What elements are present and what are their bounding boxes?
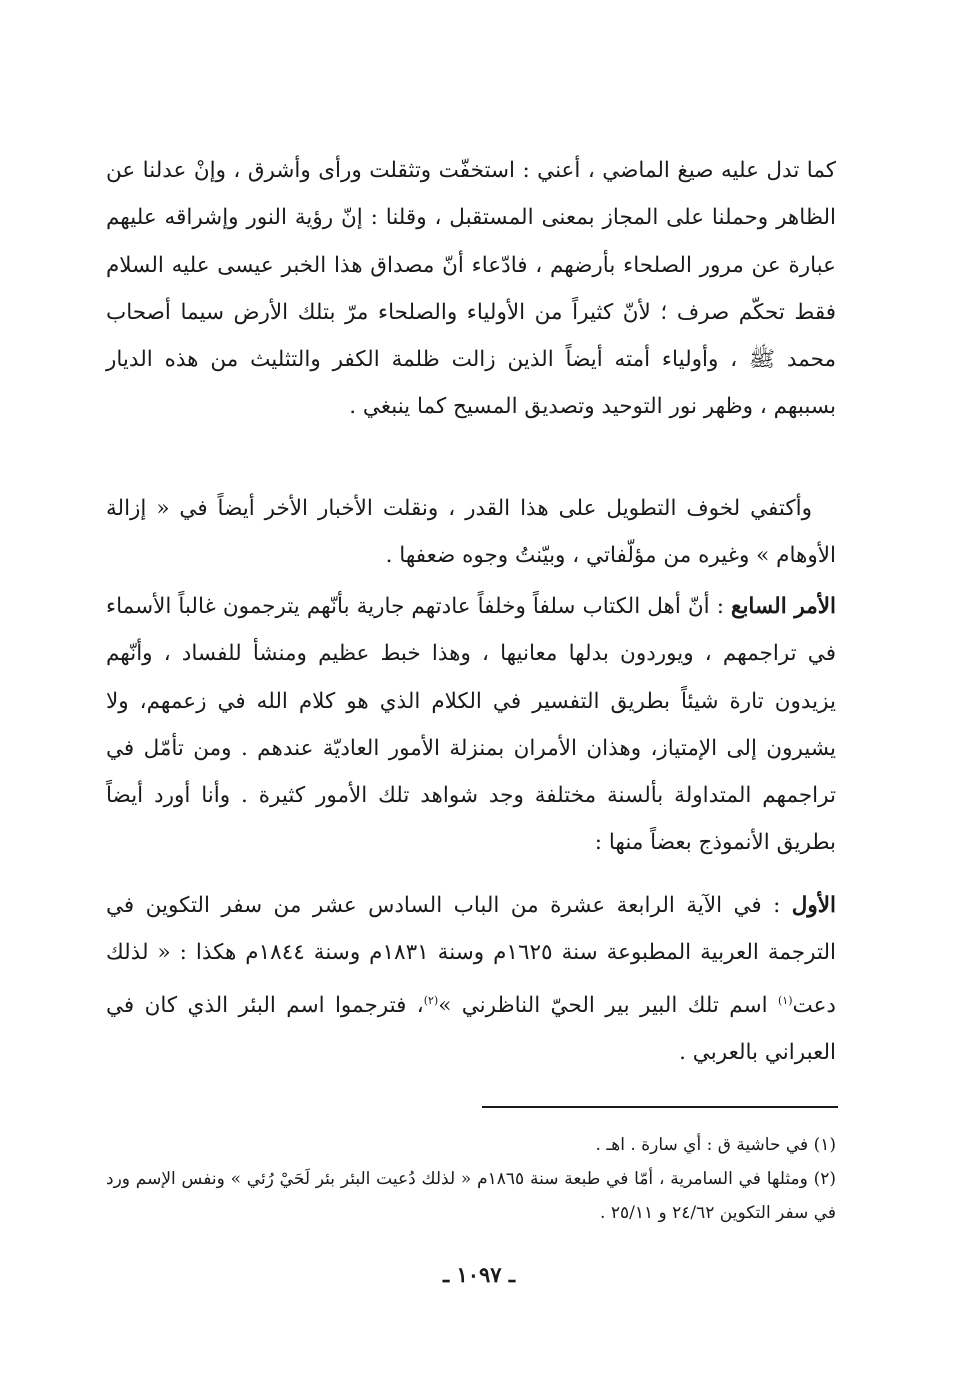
- page-number: ـ ١٠٩٧ ـ: [442, 1262, 516, 1287]
- footnotes-block: [106, 1128, 836, 1230]
- section-heading-first: الأول: [791, 893, 836, 918]
- main-text-block: [106, 485, 836, 580]
- footnote-divider: [482, 1106, 838, 1108]
- paragraph-4-body-c: ، فترجموا اسم البئر الذي كان في العبراني بالعربي .: [106, 992, 836, 1066]
- paragraph-3: [106, 583, 836, 867]
- paragraph-4-body-b: اسم تلك البير بير الحيّ الناظرني »: [438, 992, 778, 1018]
- main-text-block: [106, 147, 836, 431]
- footnote-2: (٢) ومثلها في السامرية ، أمّا في طبعة سنة ١٨٦٥م « لذلك دُعيت البئر بئر لَحَيْ رُئي » ونفس الإسم ورد في سفر التكوين ٢٤/٦٢ و ٢٥/١١ .: [106, 1169, 836, 1223]
- main-text-block: [106, 583, 836, 867]
- footnote-ref-1[interactable]: (١): [777, 993, 793, 1007]
- paragraph-2: وأكتفي لخوف التطويل على هذا القدر ، ونقلت الأخبار الأخر أيضاً في « إزالة الأوهام » وغيره من مؤلّفاتي ، وبيّنتُ وجوه ضعفها .: [106, 496, 836, 569]
- footnote-1: (١) في حاشية ق : أي سارة . اهـ .: [595, 1135, 836, 1155]
- main-text-block: [106, 882, 836, 1076]
- footnote-ref-2[interactable]: (٢): [423, 993, 439, 1007]
- paragraph-4-body-a: : في الآية الرابعة عشرة من الباب السادس عشر من سفر التكوين في الترجمة العربية المطبوعة سنة ١٦٢٥م وسنة ١٨٣١م وسنة ١٨٤٤م هكذا : « لذلك دعت: [106, 893, 836, 1018]
- section-heading-seventh-matter: الأمر السابع: [731, 594, 836, 619]
- paragraph-4: [106, 882, 836, 1076]
- paragraph-1: كما تدل عليه صيغ الماضي ، أعني : استخفّت وتثقلت ورأى وأشرق ، وإنْ عدلنا عن الظاهر وحملنا على المجاز بمعنى المستقبل ، وقلنا : إنّ رؤية النور وإشراقه عليهم عبارة عن مرور الصلحاء بأرضهم ، فادّعاء أنّ مصداق هذا الخبر عيسى عليه السلام فقط تحكّم صرف ؛ لأنّ كثيراً من الأولياء والصلحاء مرّ بتلك الأرض سيما أصحاب محمد ﷺ ، وأولياء أمته أيضاً الذين زالت ظلمة الكفر والتثليث من هذه الديار بسببهم ، وظهر نور التوحيد وتصديق المسيح كما ينبغي .: [106, 158, 836, 420]
- paragraph-3-body: : أنّ أهل الكتاب سلفاً وخلفاً عادتهم جارية بأنّهم يترجمون غالباً الأسماء في تراجمهم ، ويوردون بدلها معانيها ، وهذا خبط عظيم ومنشأ للفساد ، وأنّهم يزيدون تارة شيئاً بطريق التفسير في الكلام الذي هو كلام الله في زعمهم، ولا يشيرون إلى الإمتياز، وهذان الأمران بمنزلة الأمور العاديّة عندهم . ومن تأمّل في تراجمهم المتداولة بألسنة مختلفة وجد شواهد تلك الأمور كثيرة . وأنا أورد أيضاً بطريق الأنموذج بعضاً منها :: [106, 594, 836, 856]
